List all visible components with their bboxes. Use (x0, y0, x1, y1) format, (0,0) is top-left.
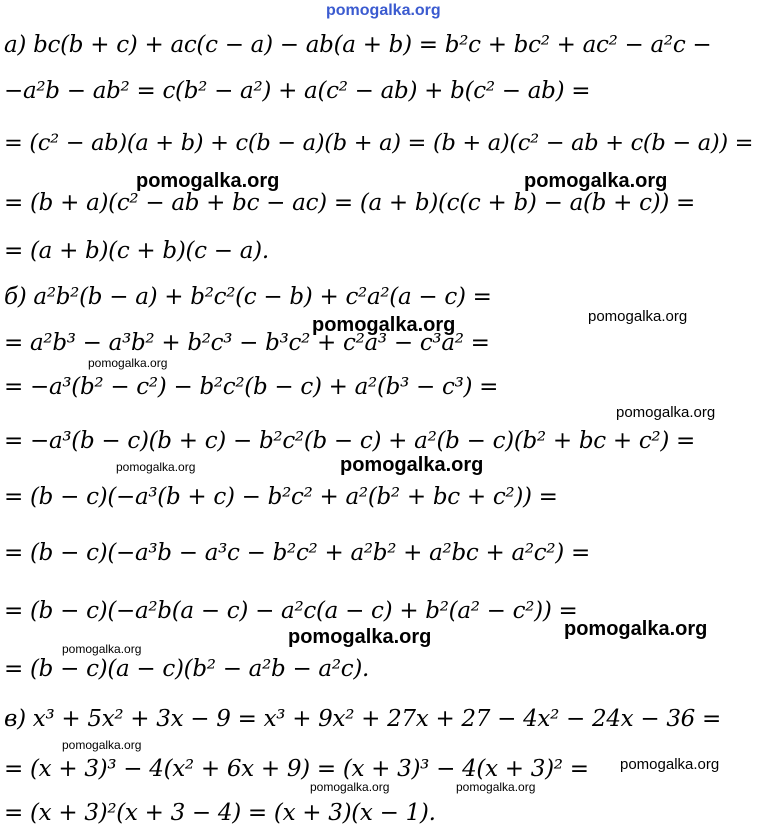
line-a-4: = (b + a)(c² − ab + bc − ac) = (a + b)(c(c + b) − a(b + c)) = (4, 190, 695, 216)
line-c-1: в) x³ + 5x² + 3x − 9 = x³ + 9x² + 27x + 27 − 4x² − 24x − 36 = (4, 706, 721, 732)
watermark: pomogalka.org (62, 738, 142, 752)
line-b-5: = (b − c)(−a³(b + c) − b²c² + a²(b² + bc + c²)) = (4, 484, 558, 510)
line-b-1: б) a²b²(b − a) + b²c²(c − b) + c²a²(a − c) = (4, 284, 492, 310)
line-a-2: −a²b − ab² = c(b² − a²) + a(c² − ab) + b(c² − ab) = (4, 78, 591, 104)
watermark: pomogalka.org (456, 780, 536, 794)
line-b-4: = −a³(b − c)(b + c) − b²c²(b − c) + a²(b − c)(b² + bc + c²) = (4, 428, 695, 454)
line-c-3: = (x + 3)²(x + 3 − 4) = (x + 3)(x − 1). (4, 800, 436, 826)
line-b-3: = −a³(b² − c²) − b²c²(b − c) + a²(b³ − c³) = (4, 374, 499, 400)
line-a-5: = (a + b)(c + b)(c − a). (4, 238, 269, 264)
watermark: pomogalka.org (564, 618, 708, 640)
line-a-3: = (c² − ab)(a + b) + c(b − a)(b + a) = (b + a)(c² − ab + c(b − a)) = (4, 130, 754, 156)
line-a-1: а) bc(b + c) + ac(c − a) − ab(a + b) = b²c + bc² + ac² − a²c − (4, 32, 712, 58)
watermark-top: pomogalka.org (326, 2, 441, 19)
line-b-2: = a²b³ − a³b² + b²c³ − b³c² + c²a³ − c³a² = (4, 330, 490, 356)
line-b-7: = (b − c)(−a²b(a − c) − a²c(a − c) + b²(a² − c²)) = (4, 598, 578, 624)
watermark: pomogalka.org (310, 780, 390, 794)
watermark: pomogalka.org (62, 642, 142, 656)
watermark: pomogalka.org (288, 626, 432, 648)
watermark: pomogalka.org (588, 308, 688, 325)
watermark: pomogalka.org (620, 756, 720, 773)
watermark: pomogalka.org (340, 454, 484, 476)
line-b-8: = (b − c)(a − c)(b² − a²b − a²c). (4, 656, 370, 682)
line-c-2: = (x + 3)³ − 4(x² + 6x + 9) = (x + 3)³ − 4(x + 3)² = (4, 756, 589, 782)
watermark: pomogalka.org (88, 356, 168, 370)
watermark: pomogalka.org (616, 404, 716, 421)
watermark: pomogalka.org (116, 460, 196, 474)
watermark: pomogalka.org (136, 170, 280, 192)
watermark: pomogalka.org (312, 314, 456, 336)
watermark: pomogalka.org (524, 170, 668, 192)
line-b-6: = (b − c)(−a³b − a³c − b²c² + a²b² + a²bc + a²c²) = (4, 540, 590, 566)
